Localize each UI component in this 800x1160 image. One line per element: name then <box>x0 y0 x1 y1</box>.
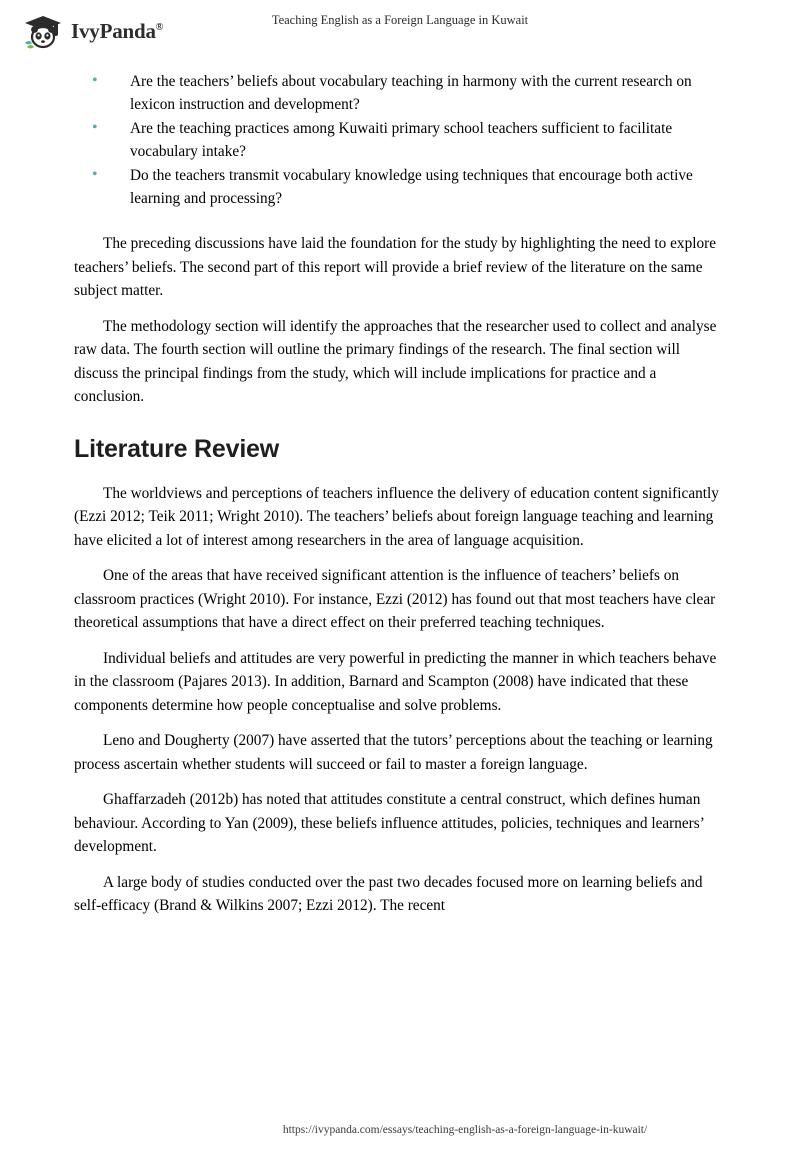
paragraph: Ghaffarzadeh (2012b) has noted that attitudes constitute a central construct, which defines human behaviour. According to Yan (2009), these beliefs influence attitudes, policies, techniques and learners’ development. <box>74 791 704 855</box>
research-questions-list <box>74 70 724 210</box>
paragraph: The preceding discussions have laid the foundation for the study by highlighting the need to explore teachers’ beliefs. The second part of this report will provide a brief review of the literature on the same subject matter. <box>74 235 717 299</box>
paragraph: Leno and Dougherty (2007) have asserted that the tutors’ perceptions about the teaching or learning process ascertain whether students will succeed or fail to master a foreign language. <box>74 732 713 773</box>
list-item: • Are the teachers’ beliefs about vocabulary teaching in harmony with the current research on lexicon instruction and development? <box>74 70 724 116</box>
paragraph: One of the areas that have received significant attention is the influence of teachers’ beliefs on classroom practices (Wright 2010). For instance, Ezzi (2012) has found out that most teachers have clear theoretical assumptions that have a direct effect on their preferred teaching techniques. <box>74 567 716 631</box>
paragraph: Individual beliefs and attitudes are very powerful in predicting the manner in which teachers behave in the classroom (Pajares 2013). In addition, Barnard and Scampton (2008) have indicated that these components determine how people conceptualise and solve problems. <box>74 649 717 714</box>
page-header <box>0 0 800 58</box>
paragraph: The worldviews and perceptions of teachers influence the delivery of education content significantly (Ezzi 2012; Teik 2011; Wright 2010). The teachers’ beliefs about foreign language teaching and learning have elicited a lot of interest among researchers in the area of language acquisition. <box>74 484 719 549</box>
paragraph: The methodology section will identify the approaches that the researcher used to collect and analyse raw data. The fourth section will outline the primary findings of the research. The final section will discuss the principal findings from the study, which will include implications for practice and a conclusion. <box>74 317 717 405</box>
paragraph: A large body of studies conducted over the past two decades focused more on learning beliefs and self-efficacy (Brand & Wilkins 2007; Ezzi 2012). The recent <box>74 873 703 914</box>
section-heading: Literature Review <box>74 434 280 463</box>
site-logo-name: IvyPanda <box>71 18 156 43</box>
list-item: • Are the teaching practices among Kuwaiti primary school teachers sufficient to facilitate vocabulary intake? <box>74 117 724 163</box>
registered-trademark-icon: ® <box>155 21 164 33</box>
page-footer <box>0 1124 800 1136</box>
document-body <box>74 70 724 930</box>
document-title: Teaching English as a Foreign Language in Kuwait <box>271 13 529 27</box>
source-url[interactable]: https://ivypanda.com/essays/teaching-english-as-a-foreign-language-in-kuwait/ <box>282 1124 648 1136</box>
list-item: • Do the teachers transmit vocabulary knowledge using techniques that encourage both active learning and processing? <box>74 164 724 210</box>
